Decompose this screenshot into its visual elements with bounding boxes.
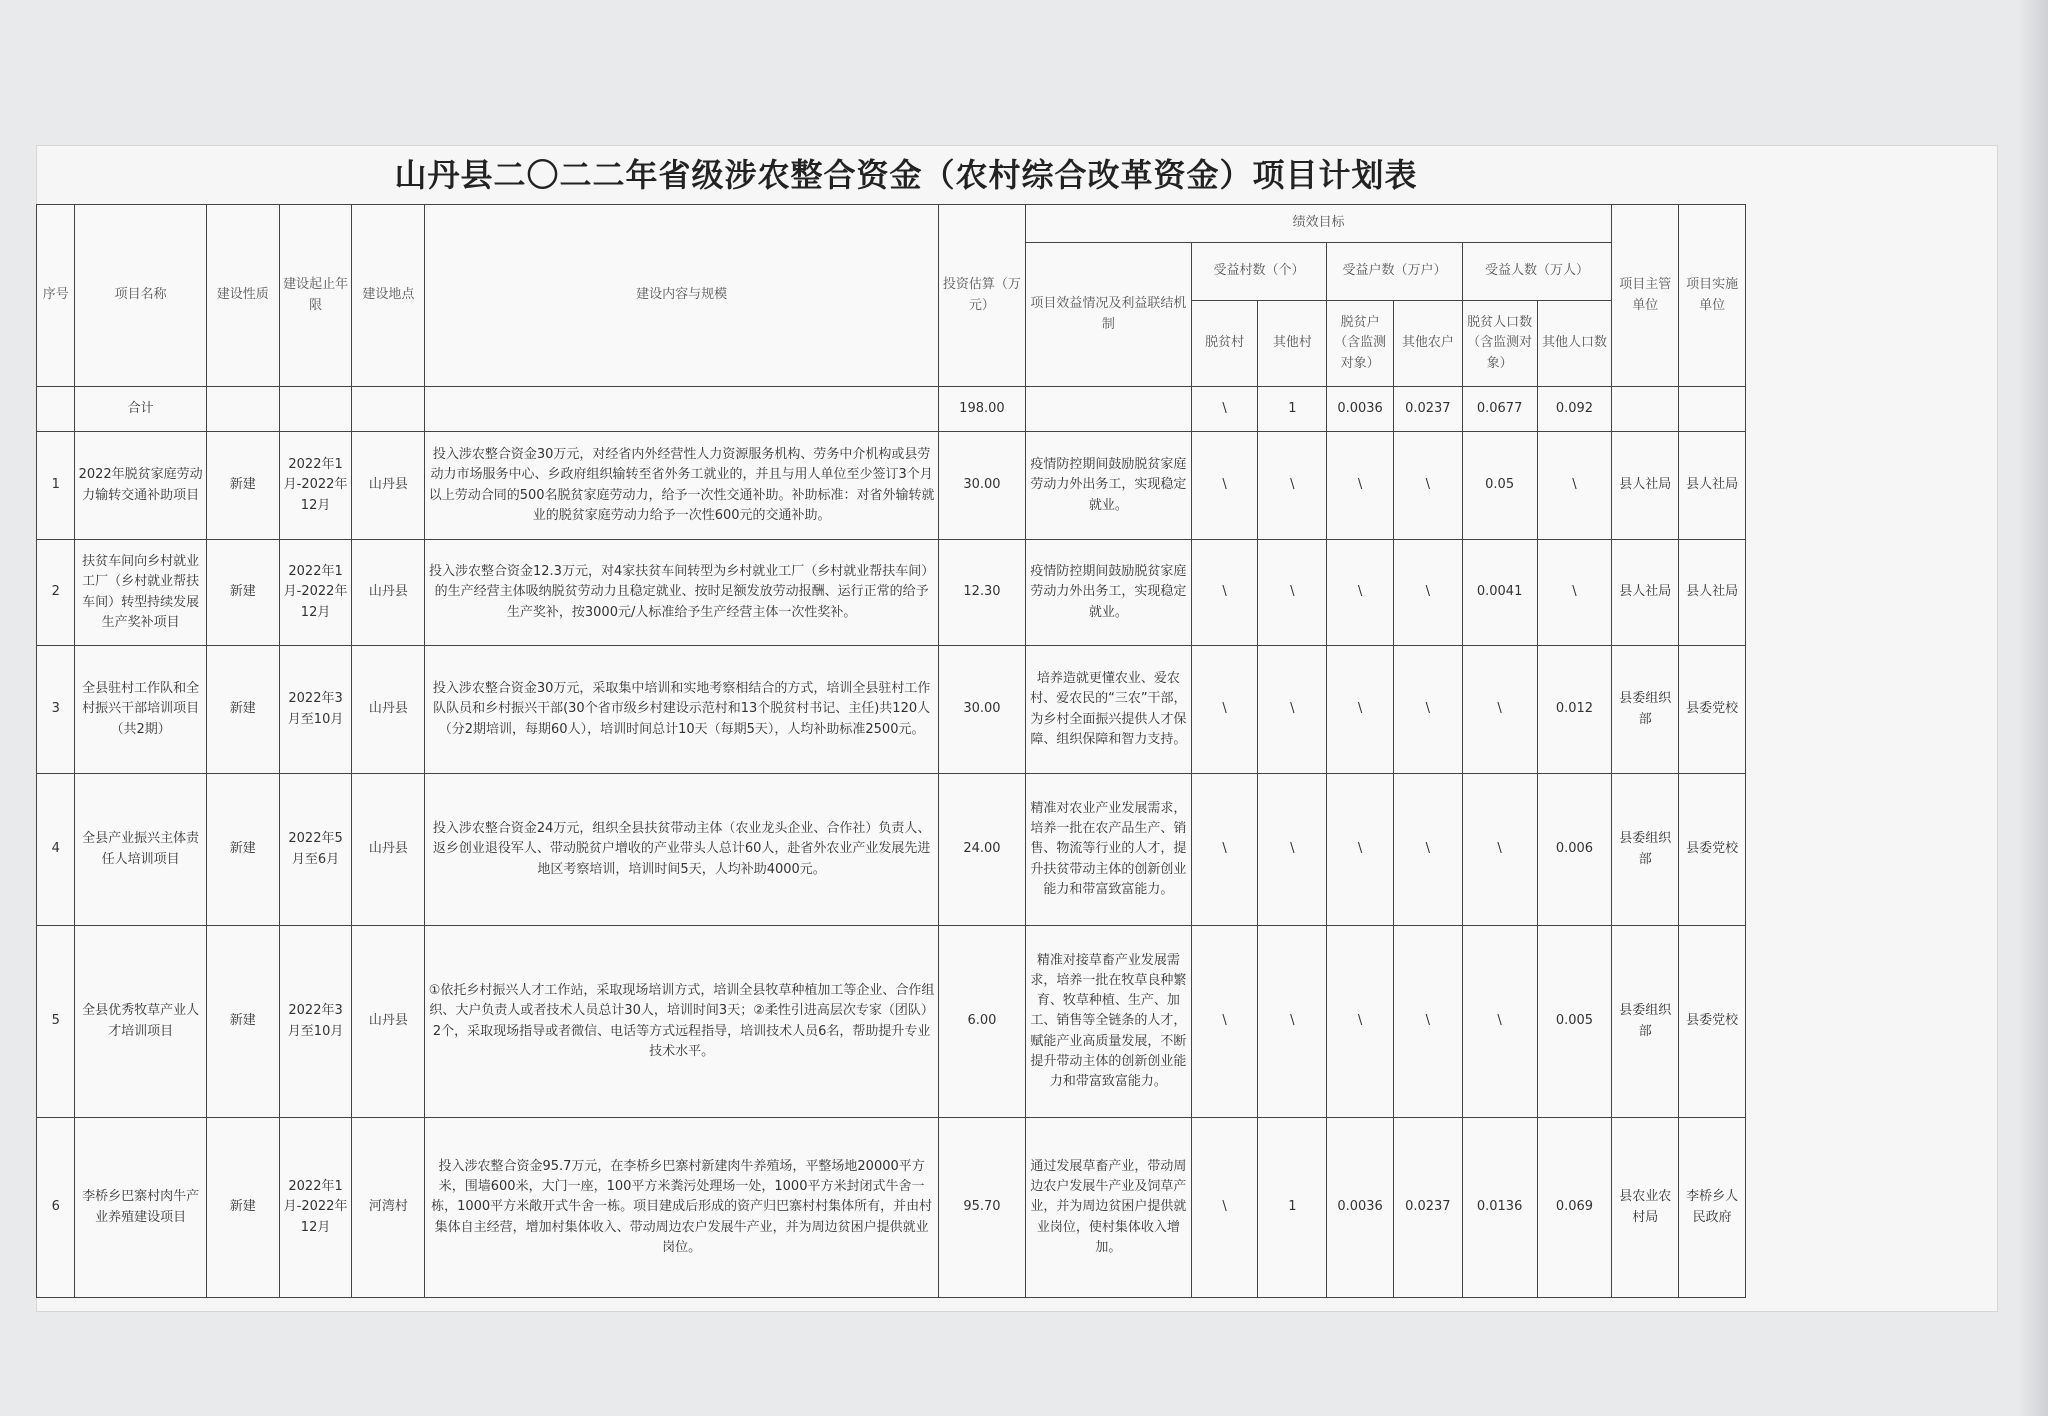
row-name: 全县驻村工作队和全村振兴干部培训项目（共2期） xyxy=(75,646,206,774)
table-row xyxy=(37,540,1746,646)
row-nature: 新建 xyxy=(206,540,279,646)
header-other-population: 其他人口数 xyxy=(1537,301,1612,387)
row-implementer: 李桥乡人民政府 xyxy=(1679,1118,1746,1298)
row-location: 山丹县 xyxy=(352,432,425,540)
row-name: 扶贫车间向乡村就业工厂（乡村就业帮扶车间）转型持续发展生产奖补项目 xyxy=(75,540,206,646)
row-other-household: \ xyxy=(1393,774,1462,926)
header-benefit: 项目效益情况及利益联结机制 xyxy=(1025,243,1191,387)
row-investment: 95.70 xyxy=(938,1118,1025,1298)
row-benefit: 精准对农业产业发展需求，培养一批在农产品生产、销售、物流等行业的人才，提升扶贫带动主体的创新创业能力和带富致富能力。 xyxy=(1025,774,1191,926)
total-poor-village: \ xyxy=(1191,387,1258,432)
row-period: 2022年3月至10月 xyxy=(279,646,352,774)
row-benefit: 疫情防控期间鼓励脱贫家庭劳动力外出务工，实现稳定就业。 xyxy=(1025,540,1191,646)
row-poor-household: \ xyxy=(1327,432,1394,540)
total-poor-population: 0.0677 xyxy=(1462,387,1537,432)
row-implementer: 县人社局 xyxy=(1679,432,1746,540)
row-dept: 县委组织部 xyxy=(1612,926,1679,1118)
row-nature: 新建 xyxy=(206,646,279,774)
header-nature: 建设性质 xyxy=(206,205,279,387)
row-content: ①依托乡村振兴人才工作站，采取现场培训方式，培训全县牧草种植加工等企业、合作组织、大户负责人或者技术人员总计30人，培训时间3天；②柔性引进高层次专家（团队）2个，采取现场指导或者微信、电话等方式远程指导，培训技术人员6名，帮助提升专业技术水平。 xyxy=(425,926,939,1118)
row-other-household: 0.0237 xyxy=(1393,1118,1462,1298)
row-investment: 12.30 xyxy=(938,540,1025,646)
row-seq: 3 xyxy=(37,646,75,774)
row-name: 全县优秀牧草产业人才培训项目 xyxy=(75,926,206,1118)
row-poor-population: 0.0041 xyxy=(1462,540,1537,646)
row-nature: 新建 xyxy=(206,1118,279,1298)
row-name: 李桥乡巴寨村肉牛产业养殖建设项目 xyxy=(75,1118,206,1298)
row-location: 山丹县 xyxy=(352,926,425,1118)
row-poor-household: \ xyxy=(1327,646,1394,774)
row-name: 2022年脱贫家庭劳动力输转交通补助项目 xyxy=(75,432,206,540)
table-row xyxy=(37,432,1746,540)
row-investment: 30.00 xyxy=(938,646,1025,774)
row-benefit: 疫情防控期间鼓励脱贫家庭劳动力外出务工，实现稳定就业。 xyxy=(1025,432,1191,540)
table-row xyxy=(37,926,1746,1118)
header-dept: 项目主管单位 xyxy=(1612,205,1679,387)
row-content: 投入涉农整合资金12.3万元，对4家扶贫车间转型为乡村就业工厂（乡村就业帮扶车间）的生产经营主体吸纳脱贫劳动力且稳定就业、按时足额发放劳动报酬、运行正常的给予生产奖补，按3000元/人标准给予生产经营主体一次性奖补。 xyxy=(425,540,939,646)
header-poor-population: 脱贫人口数（含监测对象） xyxy=(1462,301,1537,387)
row-poor-population: 0.0136 xyxy=(1462,1118,1537,1298)
total-row xyxy=(37,387,1746,432)
row-location: 山丹县 xyxy=(352,646,425,774)
row-other-population: \ xyxy=(1537,432,1612,540)
header-households: 受益户数（万户） xyxy=(1327,243,1462,301)
row-nature: 新建 xyxy=(206,926,279,1118)
table-row xyxy=(37,774,1746,926)
row-other-population: 0.012 xyxy=(1537,646,1612,774)
row-other-village: \ xyxy=(1258,540,1327,646)
header-name: 项目名称 xyxy=(75,205,206,387)
row-seq: 2 xyxy=(37,540,75,646)
header-performance: 绩效目标 xyxy=(1025,205,1612,243)
row-period: 2022年1月-2022年12月 xyxy=(279,1118,352,1298)
row-other-household: \ xyxy=(1393,926,1462,1118)
row-investment: 6.00 xyxy=(938,926,1025,1118)
row-period: 2022年3月至10月 xyxy=(279,926,352,1118)
row-period: 2022年5月至6月 xyxy=(279,774,352,926)
row-poor-household: \ xyxy=(1327,774,1394,926)
page-title: 山丹县二〇二二年省级涉农整合资金（农村综合改革资金）项目计划表 xyxy=(394,156,1418,194)
row-dept: 县农业农村局 xyxy=(1612,1118,1679,1298)
row-poor-village: \ xyxy=(1191,774,1258,926)
page-edge-shadow xyxy=(2018,0,2048,1416)
row-poor-village: \ xyxy=(1191,432,1258,540)
row-other-population: \ xyxy=(1537,540,1612,646)
row-name: 全县产业振兴主体责任人培训项目 xyxy=(75,774,206,926)
row-location: 河湾村 xyxy=(352,1118,425,1298)
row-implementer: 县委党校 xyxy=(1679,926,1746,1118)
row-benefit: 通过发展草畜产业，带动周边农户发展牛产业及饲草产业，并为周边贫困户提供就业岗位，使村集体收入增加。 xyxy=(1025,1118,1191,1298)
row-poor-village: \ xyxy=(1191,540,1258,646)
row-nature: 新建 xyxy=(206,432,279,540)
row-implementer: 县人社局 xyxy=(1679,540,1746,646)
header-poor-household: 脱贫户（含监测对象） xyxy=(1327,301,1394,387)
row-other-household: \ xyxy=(1393,540,1462,646)
row-period: 2022年1月-2022年12月 xyxy=(279,432,352,540)
total-other-village: 1 xyxy=(1258,387,1327,432)
total-investment: 198.00 xyxy=(938,387,1025,432)
row-content: 投入涉农整合资金30万元，采取集中培训和实地考察相结合的方式，培训全县驻村工作队队员和乡村振兴干部(30个省市级乡村建设示范村和13个脱贫村书记、主任)共120人（分2期培训，每期60人），培训时间总计10天（每期5天），人均补助标准2500元。 xyxy=(425,646,939,774)
row-dept: 县人社局 xyxy=(1612,540,1679,646)
row-location: 山丹县 xyxy=(352,540,425,646)
row-benefit: 培养造就更懂农业、爱农村、爱农民的“三农”干部，为乡村全面振兴提供人才保障、组织保障和智力支持。 xyxy=(1025,646,1191,774)
row-benefit: 精准对接草畜产业发展需求，培养一批在牧草良种繁育、牧草种植、生产、加工、销售等全链条的人才，赋能产业高质量发展，不断提升带动主体的创新创业能力和带富致富能力。 xyxy=(1025,926,1191,1118)
row-content: 投入涉农整合资金95.7万元，在李桥乡巴寨村新建肉牛养殖场，平整场地20000平方米，围墙600米，大门一座，100平方米粪污处理场一处，1000平方米封闭式牛舍一栋，1000平方米敞开式牛舍一栋。项目建成后形成的资产归巴寨村村集体所有，并由村集体自主经营，增加村集体收入、带动周边农户发展牛产业，并为周边贫困户提供就业岗位。 xyxy=(425,1118,939,1298)
row-other-population: 0.006 xyxy=(1537,774,1612,926)
row-implementer: 县委党校 xyxy=(1679,774,1746,926)
project-plan-table xyxy=(36,204,1746,1298)
header-seq: 序号 xyxy=(37,205,75,387)
row-other-village: \ xyxy=(1258,432,1327,540)
row-implementer: 县委党校 xyxy=(1679,646,1746,774)
header-poor-village: 脱贫村 xyxy=(1191,301,1258,387)
header-content: 建设内容与规模 xyxy=(425,205,939,387)
header-population: 受益人数（万人） xyxy=(1462,243,1612,301)
row-location: 山丹县 xyxy=(352,774,425,926)
header-other-household: 其他农户 xyxy=(1393,301,1462,387)
row-dept: 县人社局 xyxy=(1612,432,1679,540)
row-other-village: \ xyxy=(1258,774,1327,926)
header-location: 建设地点 xyxy=(352,205,425,387)
row-poor-population: \ xyxy=(1462,774,1537,926)
row-other-village: 1 xyxy=(1258,1118,1327,1298)
row-poor-household: \ xyxy=(1327,540,1394,646)
header-other-village: 其他村 xyxy=(1258,301,1327,387)
total-other-population: 0.092 xyxy=(1537,387,1612,432)
row-dept: 县委组织部 xyxy=(1612,774,1679,926)
row-dept: 县委组织部 xyxy=(1612,646,1679,774)
header-period: 建设起止年限 xyxy=(279,205,352,387)
row-period: 2022年1月-2022年12月 xyxy=(279,540,352,646)
total-poor-household: 0.0036 xyxy=(1327,387,1394,432)
row-seq: 4 xyxy=(37,774,75,926)
row-other-village: \ xyxy=(1258,646,1327,774)
row-poor-population: \ xyxy=(1462,646,1537,774)
row-investment: 30.00 xyxy=(938,432,1025,540)
row-content: 投入涉农整合资金24万元，组织全县扶贫带动主体（农业龙头企业、合作社）负责人、返乡创业退役军人、带动脱贫户增收的产业带头人总计60人，赴省外农业产业发展先进地区考察培训，培训时间5天，人均补助4000元。 xyxy=(425,774,939,926)
row-other-household: \ xyxy=(1393,432,1462,540)
row-seq: 5 xyxy=(37,926,75,1118)
table-row xyxy=(37,1118,1746,1298)
row-poor-village: \ xyxy=(1191,926,1258,1118)
total-other-household: 0.0237 xyxy=(1393,387,1462,432)
row-seq: 1 xyxy=(37,432,75,540)
row-other-population: 0.069 xyxy=(1537,1118,1612,1298)
row-poor-population: 0.05 xyxy=(1462,432,1537,540)
row-poor-household: \ xyxy=(1327,926,1394,1118)
row-other-household: \ xyxy=(1393,646,1462,774)
table-row xyxy=(37,646,1746,774)
row-poor-village: \ xyxy=(1191,646,1258,774)
row-other-population: 0.005 xyxy=(1537,926,1612,1118)
row-poor-village: \ xyxy=(1191,1118,1258,1298)
row-poor-household: 0.0036 xyxy=(1327,1118,1394,1298)
row-nature: 新建 xyxy=(206,774,279,926)
header-investment: 投资估算（万元） xyxy=(938,205,1025,387)
header-implementer: 项目实施单位 xyxy=(1679,205,1746,387)
row-other-village: \ xyxy=(1258,926,1327,1118)
total-label: 合计 xyxy=(75,387,206,432)
row-poor-population: \ xyxy=(1462,926,1537,1118)
row-content: 投入涉农整合资金30万元，对经省内外经营性人力资源服务机构、劳务中介机构或县劳动力市场服务中心、乡政府组织输转至省外务工就业的，并且与用人单位至少签订3个月以上劳动合同的500名脱贫家庭劳动力，给予一次性交通补助。补助标准：对省外输转就业的脱贫家庭劳动力给予一次性600元的交通补助。 xyxy=(425,432,939,540)
row-investment: 24.00 xyxy=(938,774,1025,926)
row-seq: 6 xyxy=(37,1118,75,1298)
header-villages: 受益村数（个） xyxy=(1191,243,1326,301)
